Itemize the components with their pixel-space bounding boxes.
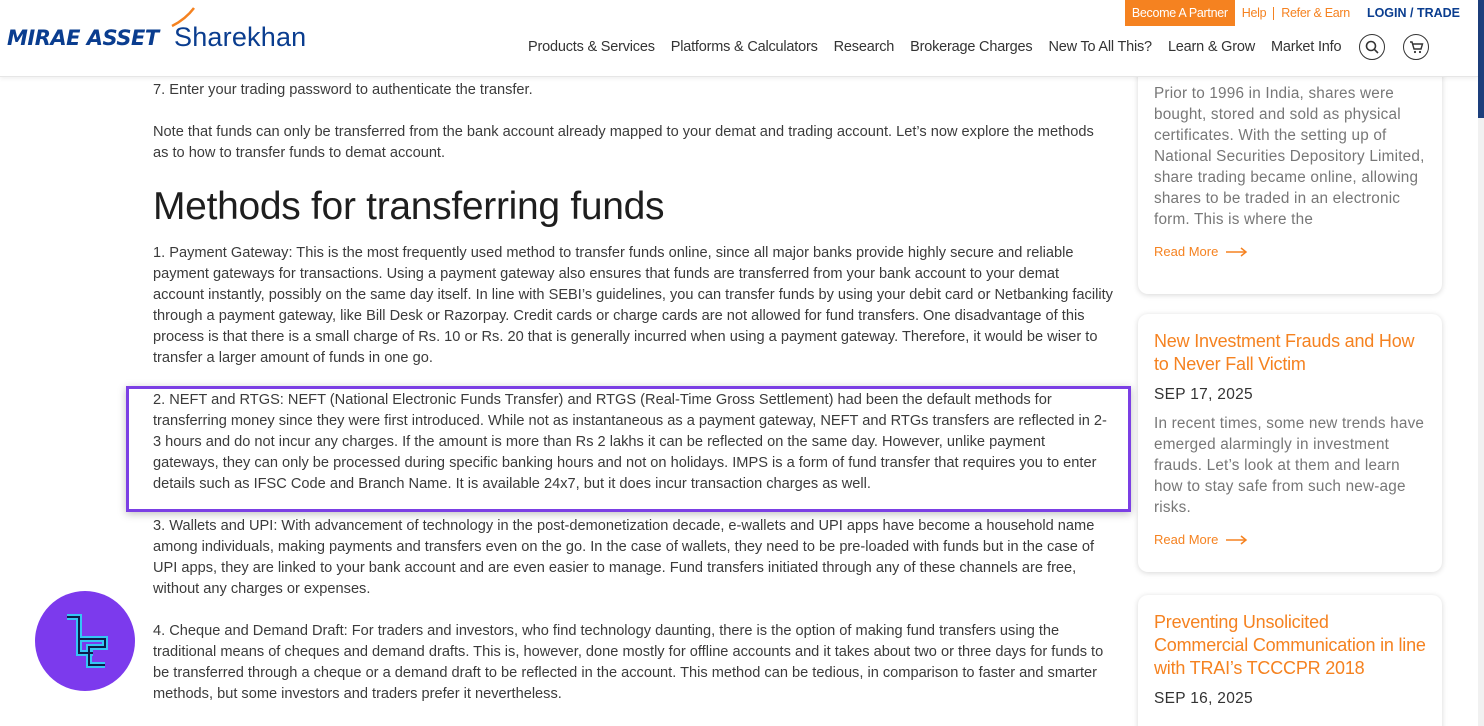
nav-market-info[interactable]: Market Info [1271, 39, 1342, 55]
login-trade-link[interactable]: LOGIN / TRADE [1366, 6, 1460, 20]
brand-name-left: MIRAE ASSET [7, 26, 159, 50]
nav-platforms-calculators[interactable]: Platforms & Calculators [670, 39, 818, 55]
watermark-logo-icon [35, 591, 135, 691]
nav-learn-grow[interactable]: Learn & Grow [1167, 39, 1255, 55]
cheque-dd-paragraph: 4. Cheque and Demand Draft: For traders and investors, who find technology daunting, there is the option of making fund transfers using the traditional means of cheques and demand drafts. This is, however, done mostly for offline accounts and it takes about two or three days for funds to be transferred through a cheque or a demand draft to be reflected in the account. This method can be tedious, in comparison to faster and smarter methods, but some investors and traders prefer it nevertheless. [153, 623, 1104, 702]
blog-card-2[interactable] [1138, 314, 1442, 572]
nav-products-services[interactable]: Products & Services [528, 39, 655, 55]
search-icon[interactable] [1359, 34, 1385, 60]
read-more-label: Read More [1154, 532, 1219, 547]
section-heading: Methods for transferring funds [153, 185, 665, 228]
page-scrollbar[interactable] [1478, 0, 1484, 726]
card-title[interactable]: New Investment Frauds and How to Never Fall Victim [1154, 331, 1415, 374]
refer-earn-link[interactable]: Refer & Earn [1281, 5, 1350, 20]
arrow-right-icon [1226, 247, 1248, 257]
read-more-label: Read More [1154, 244, 1219, 259]
brand-logo[interactable] [7, 6, 307, 52]
card-excerpt: In recent times, some new trends have emerged alarmingly in investment frauds. Let’s look at them and learn how to stay safe from such new-age risks. [1154, 415, 1425, 516]
top-links [1125, 0, 1460, 26]
nav-research[interactable]: Research [833, 39, 895, 55]
nav-brokerage-charges[interactable]: Brokerage Charges [910, 39, 1033, 55]
wallets-upi-paragraph: 3. Wallets and UPI: With advancement of technology in the post-demonetization decade, e-wallets and UPI apps have become a household name among individuals, making payments and transfers even on the go. In the case of wallets, they need to be pre-loaded with funds but in the case of UPI apps, they are linked to your bank account and are even easier to manage. Fund transfers initiated through any of these channels are free, without any charges or expenses. [153, 518, 1095, 597]
site-header [0, 0, 1478, 77]
card-date: SEP 16, 2025 [1154, 690, 1253, 707]
cart-icon[interactable] [1403, 34, 1429, 60]
blog-card-1[interactable] [1138, 40, 1442, 294]
become-partner-button[interactable]: Become A Partner [1125, 0, 1235, 26]
neft-rtgs-paragraph: 2. NEFT and RTGS: NEFT (National Electronic Funds Transfer) and RTGS (Real-Time Gross Settlement) had been the default methods for transferring money since they were first introduced. While not as instantaneous as a payment gateway, NEFT and RTGs transfers are reflected in 2-3 hours and do not incur any charges. If the amount is more than Rs 2 lakhs it can be reflected on the same day. However, unlike payment gateways, they can only be processed during specific banking hours and not on holidays. IMPS is a form of fund transfer that requires you to enter details such as IFSC Code and Branch Name. It is available 24x7, but it does incur transaction charges as well. [153, 392, 1107, 492]
payment-gateway-paragraph: 1. Payment Gateway: This is the most frequently used method to transfer funds online, since all major banks provide highly secure and reliable payment gateways for transactions. Using a payment gateway also ensures that funds are transferred from your bank account to your demat account instantly, possibly on the same day itself. In line with SEBI’s guidelines, you can transfer funds by using your debit card or Netbanking facility through a payment gateway, like Bill Desk or Razorpay. Credit cards or charge cards are not allowed for fund transfers. One disadvantage of this process is that there is a small charge of Rs. 10 or Rs. 20 that is generally incurred when using a payment gateway. Therefore, it would be wiser to transfer a larger amount of funds in one go. [153, 245, 1113, 366]
card-date: SEP 17, 2025 [1154, 386, 1253, 403]
note-paragraph: Note that funds can only be transferred from the bank account already mapped to your demat and trading account. Let’s now explore the methods as to how to transfer funds to demat account. [153, 124, 1094, 161]
highlight-box [126, 386, 1131, 512]
card-excerpt: Prior to 1996 in India, shares were bought, stored and sold as physical certificates. With the setting up of National Securities Depository Limited, share trading became online, allowing shares to be traded in an electronic form. This is where the [1154, 85, 1425, 228]
scrollbar-thumb[interactable] [1478, 0, 1484, 118]
main-nav [528, 34, 1445, 60]
nav-new-to-all-this[interactable]: New To All This? [1048, 39, 1152, 55]
blog-card-3[interactable] [1138, 595, 1442, 726]
read-more-link[interactable] [1154, 244, 1426, 259]
arrow-right-icon [1226, 535, 1248, 545]
card-title[interactable]: Preventing Unsolicited Commercial Communication in line with TRAI’s TCCCPR 2018 [1154, 612, 1426, 678]
help-link[interactable]: Help [1235, 7, 1275, 20]
step-7-text: 7. Enter your trading password to authenticate the transfer. [153, 82, 533, 98]
read-more-link[interactable] [1154, 532, 1426, 547]
brand-name-right: Sharekhan [174, 22, 307, 52]
